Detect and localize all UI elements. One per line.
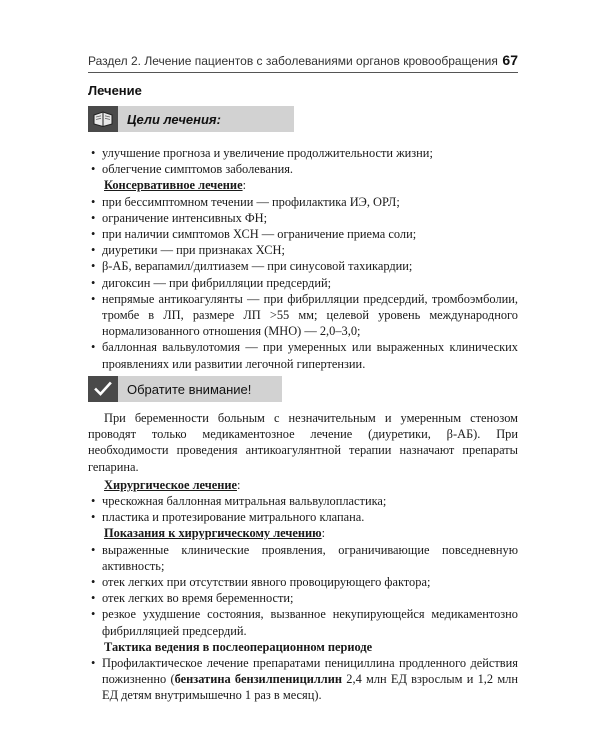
attention-callout xyxy=(88,376,282,402)
surgical-heading: Хирургическое лечение: xyxy=(104,477,241,492)
list-item: • улучшение прогноза и увеличение продолжительности жизни; xyxy=(88,145,518,161)
drug-name: бензатина бензилпенициллин xyxy=(174,672,343,687)
indications-list xyxy=(88,542,518,639)
list-item: • β-АБ, верапамил/дилтиазем — при синусовой тахикардии; xyxy=(88,258,518,274)
header-divider xyxy=(88,72,518,73)
conservative-heading: Консервативное лечение: xyxy=(104,178,247,193)
postop-heading: Тактика ведения в послеоперационном периоде xyxy=(104,639,373,654)
indications-heading: Показания к хирургическому лечению: xyxy=(104,526,326,541)
goals-callout-label: Цели лечения: xyxy=(127,111,221,127)
list-item: • непрямые антикоагулянты — при фибрилляции предсердий, тромбоэмболии, тромбе в ЛП, размере ЛП >55 мм; целевой уровень международного нормализованного отношения (МНО) — 2,0–3,0; xyxy=(88,291,518,340)
list-item: • Профилактическое лечение препаратами пенициллина продленного действия пожизненно (бензатина бензилпенициллин 2,4 млн ЕД взрослым и 1,2 млн ЕД детям внутримышечно 1 раз в месяц). xyxy=(88,655,518,704)
page-number: 67 xyxy=(502,52,518,68)
surgical-list xyxy=(88,493,518,525)
list-item: • баллонная вальвулотомия — при умеренных или выраженных клинических проявлениях или развитии легочной гипертензии. xyxy=(88,339,518,371)
list-item: • дигоксин — при фибрилляции предсердий; xyxy=(88,275,518,291)
list-item: • чрескожная баллонная митральная вальвулопластика; xyxy=(88,493,518,509)
list-item: • отек легких во время беременности; xyxy=(88,590,518,606)
conservative-list xyxy=(88,194,518,372)
attention-callout-label: Обратите внимание! xyxy=(127,381,252,397)
list-item: • при наличии симптомов ХСН — ограничение приема соли; xyxy=(88,226,518,242)
running-title: Раздел 2. Лечение пациентов с заболеваниями органов кровообращения xyxy=(88,54,498,68)
book-icon xyxy=(88,106,118,132)
postop-list xyxy=(88,655,518,704)
list-item: • при бессимптомном течении — профилактика ИЭ, ОРЛ; xyxy=(88,194,518,210)
list-item: • диуретики — при признаках ХСН; xyxy=(88,242,518,258)
list-item: • резкое ухудшение состояния, вызванное некупирующейся медикаментозно фибрилляцией предсердий. xyxy=(88,606,518,638)
surgery-block xyxy=(88,410,518,704)
list-item: • отек легких при отсутствии явного провоцирующего фактора; xyxy=(88,574,518,590)
list-item: • пластика и протезирование митрального клапана. xyxy=(88,509,518,525)
attention-paragraph: При беременности больным с незначительным и умеренным стенозом проводят только медикаментозное лечение (диуретики, β-АБ). При необходимости проведения антикоагулянтной терапии назначают препараты гепарина. xyxy=(88,411,518,474)
treatment-block xyxy=(88,145,518,372)
list-item: • облегчение симптомов заболевания. xyxy=(88,161,518,177)
section-title: Лечение xyxy=(88,83,142,98)
list-item: • ограничение интенсивных ФН; xyxy=(88,210,518,226)
running-header xyxy=(88,54,518,68)
goals-list xyxy=(88,145,518,177)
goals-callout xyxy=(88,106,294,132)
list-item: • выраженные клинические проявления, ограничивающие повседневную активность; xyxy=(88,542,518,574)
checkmark-icon xyxy=(88,376,118,402)
